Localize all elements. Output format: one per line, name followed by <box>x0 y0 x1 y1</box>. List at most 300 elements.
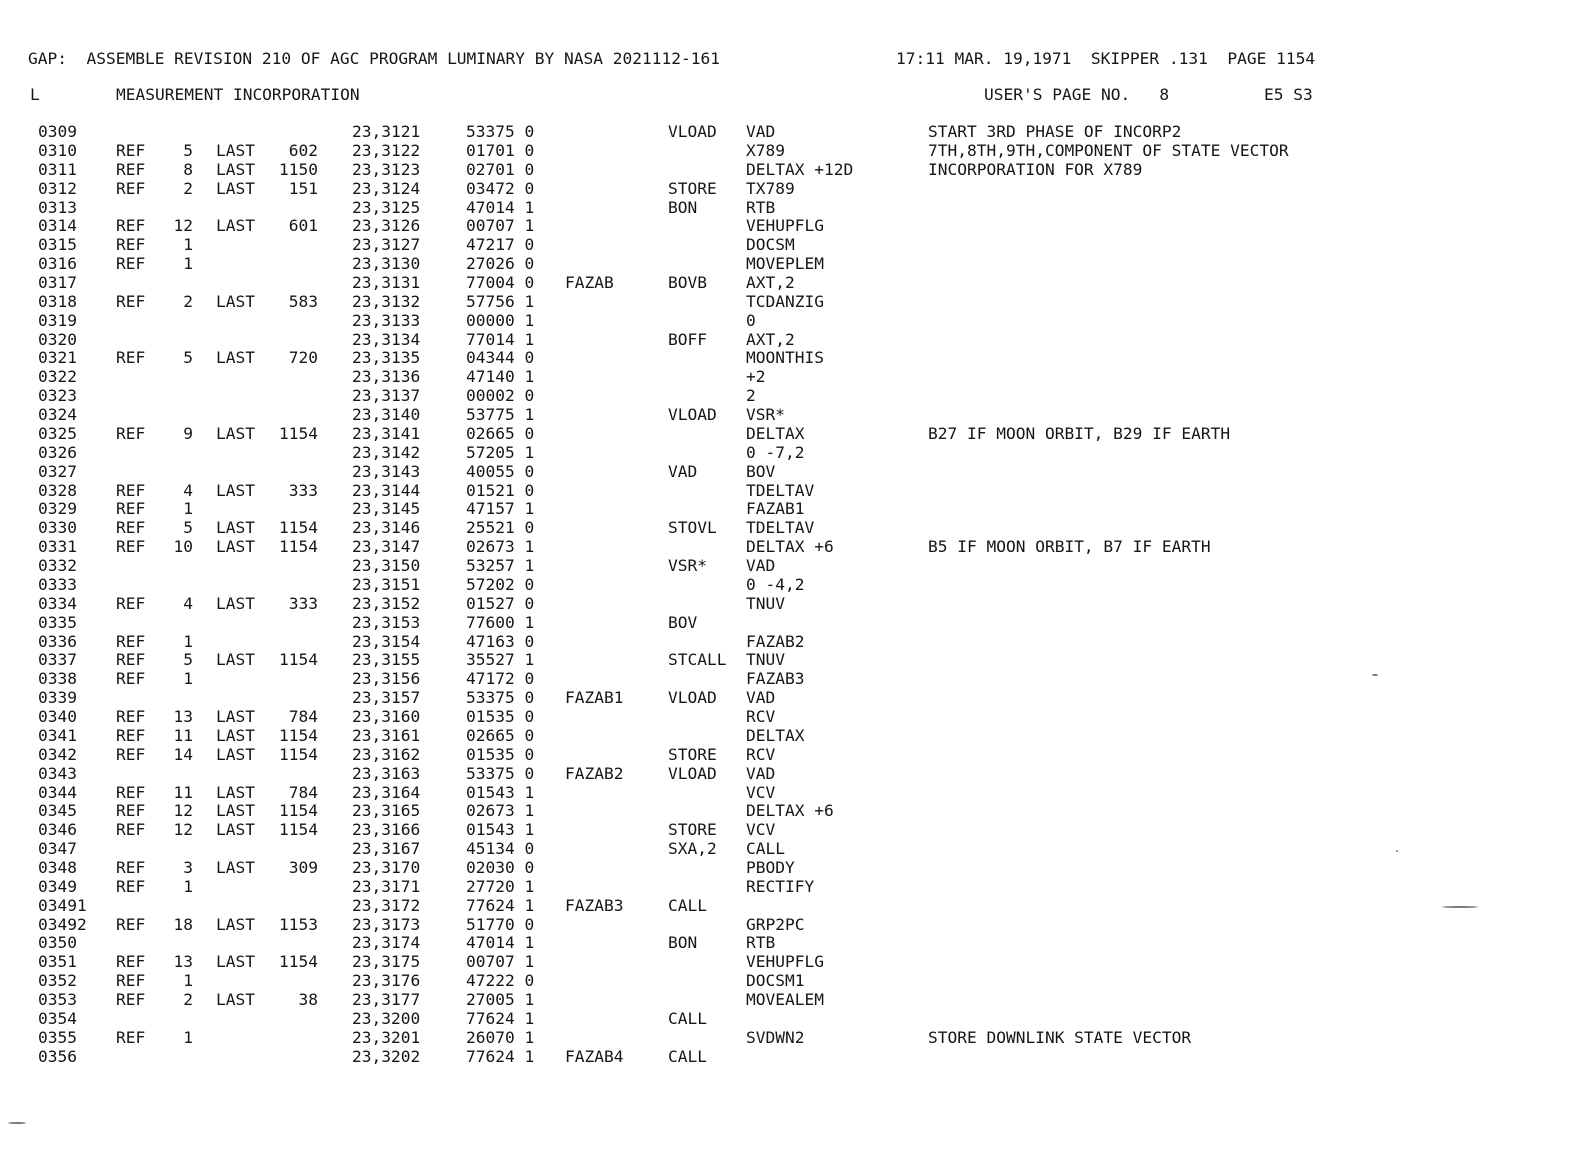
address: 23,3133 <box>352 310 421 330</box>
octal-word: 27026 0 <box>466 254 535 274</box>
last-keyword: LAST <box>216 725 255 745</box>
operand: VEHUPFLG <box>746 216 824 236</box>
listing-row <box>0 669 1582 688</box>
listing-row <box>0 443 1582 462</box>
address: 23,3175 <box>352 952 421 972</box>
address: 23,3140 <box>352 405 421 425</box>
octal-word: 53775 1 <box>466 405 535 425</box>
listing-row <box>0 877 1582 896</box>
listing-row <box>0 273 1582 292</box>
operand: TX789 <box>746 178 795 198</box>
listing-row <box>0 330 1582 349</box>
ref-count: 4 <box>183 593 193 613</box>
last-page: 583 <box>288 291 318 311</box>
octal-word: 01543 1 <box>466 782 535 802</box>
ref-count: 10 <box>173 537 193 557</box>
seq-number: 0349 <box>38 876 77 896</box>
seq-number: 0356 <box>38 1046 77 1066</box>
address: 23,3163 <box>352 763 421 783</box>
octal-word: 01535 0 <box>466 744 535 764</box>
octal-word: 77624 1 <box>466 1046 535 1066</box>
ref-keyword: REF <box>116 650 146 670</box>
octal-word: 02665 0 <box>466 725 535 745</box>
comment: 7TH,8TH,9TH,COMPONENT OF STATE VECTOR <box>928 140 1289 160</box>
operand: SVDWN2 <box>746 1027 805 1047</box>
octal-word: 53375 0 <box>466 688 535 708</box>
seq-number: 0321 <box>38 348 77 368</box>
opcode: VSR* <box>668 556 707 575</box>
listing-row <box>0 556 1582 575</box>
seq-number: 0315 <box>38 235 77 255</box>
ref-count: 5 <box>183 348 193 368</box>
ref-keyword: REF <box>116 593 146 613</box>
operand: FAZAB1 <box>746 499 805 519</box>
address: 23,3151 <box>352 574 421 594</box>
ref-count: 1 <box>183 499 193 519</box>
address: 23,3131 <box>352 273 421 292</box>
label: FAZAB1 <box>565 688 624 708</box>
seq-number: 0335 <box>38 612 77 632</box>
listing-row <box>0 971 1582 990</box>
last-keyword: LAST <box>216 707 255 726</box>
operand: RTB <box>746 933 776 953</box>
comment: B5 IF MOON ORBIT, B7 IF EARTH <box>928 537 1211 557</box>
seq-number: 0342 <box>38 744 77 764</box>
octal-word: 40055 0 <box>466 461 535 481</box>
operand: VAD <box>746 688 776 708</box>
ref-count: 13 <box>173 952 193 972</box>
listing-row <box>0 198 1582 217</box>
listing-row <box>0 122 1582 141</box>
operand: TNUV <box>746 593 785 613</box>
listing-row <box>0 613 1582 632</box>
listing-row <box>0 707 1582 726</box>
ref-count: 1 <box>183 669 193 689</box>
seq-number: 03492 <box>38 914 87 934</box>
seq-number: 0355 <box>38 1027 77 1047</box>
ref-keyword: REF <box>116 140 146 160</box>
seq-number: 0344 <box>38 782 77 802</box>
last-page: 1154 <box>279 801 318 821</box>
seq-number: 0310 <box>38 140 77 160</box>
scan-speck <box>1396 850 1398 852</box>
comment: STORE DOWNLINK STATE VECTOR <box>928 1027 1192 1047</box>
ref-count: 1 <box>183 235 193 255</box>
octal-word: 57756 1 <box>466 291 535 311</box>
last-page: 1150 <box>279 159 318 179</box>
octal-word: 47217 0 <box>466 235 535 255</box>
ref-keyword: REF <box>116 669 146 689</box>
address: 23,3126 <box>352 216 421 236</box>
address: 23,3164 <box>352 782 421 802</box>
octal-word: 01521 0 <box>466 480 535 500</box>
seq-number: 0336 <box>38 631 77 651</box>
listing-row <box>0 745 1582 764</box>
seq-number: 03491 <box>38 895 87 915</box>
last-keyword: LAST <box>216 820 255 840</box>
octal-word: 01535 0 <box>466 707 535 726</box>
octal-word: 25521 0 <box>466 518 535 538</box>
seq-number: 0318 <box>38 291 77 311</box>
ref-keyword: REF <box>116 631 146 651</box>
ref-count: 1 <box>183 1027 193 1047</box>
last-keyword: LAST <box>216 914 255 934</box>
address: 23,3174 <box>352 933 421 953</box>
last-keyword: LAST <box>216 537 255 557</box>
listing-row <box>0 575 1582 594</box>
address: 23,3161 <box>352 725 421 745</box>
ref-count: 1 <box>183 876 193 896</box>
operand: FAZAB2 <box>746 631 805 651</box>
last-page: 1154 <box>279 820 318 840</box>
operand: RECTIFY <box>746 876 815 896</box>
octal-word: 00707 1 <box>466 952 535 972</box>
octal-word: 01701 0 <box>466 140 535 160</box>
operand: TDELTAV <box>746 480 815 500</box>
ref-keyword: REF <box>116 254 146 274</box>
comment: B27 IF MOON ORBIT, B29 IF EARTH <box>928 423 1231 443</box>
opcode: BOFF <box>668 329 707 349</box>
operand: DELTAX +6 <box>746 537 834 557</box>
ref-count: 9 <box>183 423 193 443</box>
ref-count: 1 <box>183 631 193 651</box>
ref-keyword: REF <box>116 235 146 255</box>
operand: TCDANZIG <box>746 291 824 311</box>
listing-row <box>0 858 1582 877</box>
seq-number: 0343 <box>38 763 77 783</box>
operand: DOCSM1 <box>746 971 805 991</box>
listing-row <box>0 367 1582 386</box>
operand: VSR* <box>746 405 785 425</box>
seq-number: 0319 <box>38 310 77 330</box>
ref-keyword: REF <box>116 707 146 726</box>
octal-word: 02673 1 <box>466 537 535 557</box>
opcode: BOVB <box>668 273 707 292</box>
octal-word: 26070 1 <box>466 1027 535 1047</box>
seq-number: 0329 <box>38 499 77 519</box>
address: 23,3136 <box>352 367 421 387</box>
seq-number: 0309 <box>38 122 77 141</box>
octal-word: 47140 1 <box>466 367 535 387</box>
address: 23,3162 <box>352 744 421 764</box>
address: 23,3177 <box>352 990 421 1009</box>
address: 23,3122 <box>352 140 421 160</box>
address: 23,3173 <box>352 914 421 934</box>
last-keyword: LAST <box>216 348 255 368</box>
address: 23,3127 <box>352 235 421 255</box>
address: 23,3130 <box>352 254 421 274</box>
octal-word: 27720 1 <box>466 876 535 896</box>
address: 23,3142 <box>352 442 421 462</box>
ref-keyword: REF <box>116 744 146 764</box>
label: FAZAB2 <box>565 763 624 783</box>
ref-keyword: REF <box>116 1027 146 1047</box>
ref-count: 2 <box>183 291 193 311</box>
last-page: 1154 <box>279 952 318 972</box>
listing-row <box>0 405 1582 424</box>
ref-count: 1 <box>183 254 193 274</box>
ref-keyword: REF <box>116 725 146 745</box>
octal-word: 02673 1 <box>466 801 535 821</box>
address: 23,3152 <box>352 593 421 613</box>
opcode: CALL <box>668 895 707 915</box>
listing-row <box>0 386 1582 405</box>
last-keyword: LAST <box>216 178 255 198</box>
opcode: BON <box>668 197 698 217</box>
operand: PBODY <box>746 857 795 877</box>
octal-word: 02665 0 <box>466 423 535 443</box>
ref-keyword: REF <box>116 480 146 500</box>
address: 23,3156 <box>352 669 421 689</box>
seq-number: 0313 <box>38 197 77 217</box>
ref-keyword: REF <box>116 518 146 538</box>
listing-row <box>0 650 1582 669</box>
seq-number: 0348 <box>38 857 77 877</box>
address: 23,3143 <box>352 461 421 481</box>
header-timestamp-page: 17:11 MAR. 19,1971 SKIPPER .131 PAGE 1154 <box>896 49 1316 68</box>
address: 23,3165 <box>352 801 421 821</box>
operand: TDELTAV <box>746 518 815 538</box>
address: 23,3155 <box>352 650 421 670</box>
listing-row <box>0 990 1582 1009</box>
last-keyword: LAST <box>216 801 255 821</box>
scan-speck <box>8 1122 26 1124</box>
opcode: VLOAD <box>668 122 717 141</box>
seq-number: 0312 <box>38 178 77 198</box>
ref-keyword: REF <box>116 178 146 198</box>
last-page: 720 <box>288 348 318 368</box>
seq-number: 0311 <box>38 159 77 179</box>
opcode: VLOAD <box>668 405 717 425</box>
last-page: 1154 <box>279 423 318 443</box>
seq-number: 0347 <box>38 839 77 859</box>
operand: GRP2PC <box>746 914 805 934</box>
operand: MOONTHIS <box>746 348 824 368</box>
listing-row <box>0 424 1582 443</box>
seq-number: 0324 <box>38 405 77 425</box>
listing-row <box>0 292 1582 311</box>
ref-keyword: REF <box>116 782 146 802</box>
last-keyword: LAST <box>216 216 255 236</box>
octal-word: 00000 1 <box>466 310 535 330</box>
address: 23,3141 <box>352 423 421 443</box>
address: 23,3154 <box>352 631 421 651</box>
address: 23,3132 <box>352 291 421 311</box>
operand: VCV <box>746 782 776 802</box>
scan-speck <box>1372 674 1378 676</box>
seq-number: 0352 <box>38 971 77 991</box>
last-page: 1154 <box>279 744 318 764</box>
last-keyword: LAST <box>216 990 255 1009</box>
last-page: 601 <box>288 216 318 236</box>
octal-word: 53375 0 <box>466 763 535 783</box>
last-keyword: LAST <box>216 593 255 613</box>
seq-number: 0334 <box>38 593 77 613</box>
seq-number: 0351 <box>38 952 77 972</box>
octal-word: 02030 0 <box>466 857 535 877</box>
ref-keyword: REF <box>116 914 146 934</box>
opcode: STORE <box>668 178 717 198</box>
address: 23,3124 <box>352 178 421 198</box>
operand: VCV <box>746 820 776 840</box>
octal-word: 53375 0 <box>466 122 535 141</box>
listing-row <box>0 179 1582 198</box>
listing-row <box>0 594 1582 613</box>
address: 23,3172 <box>352 895 421 915</box>
seq-number: 0337 <box>38 650 77 670</box>
octal-word: 77624 1 <box>466 895 535 915</box>
last-page: 784 <box>288 782 318 802</box>
address: 23,3147 <box>352 537 421 557</box>
seq-number: 0316 <box>38 254 77 274</box>
listing-row <box>0 1028 1582 1047</box>
ref-keyword: REF <box>116 423 146 443</box>
last-page: 38 <box>298 990 318 1009</box>
listing-row <box>0 632 1582 651</box>
last-page: 784 <box>288 707 318 726</box>
seq-number: 0353 <box>38 990 77 1009</box>
seq-number: 0332 <box>38 556 77 575</box>
last-keyword: LAST <box>216 782 255 802</box>
octal-word: 77014 1 <box>466 329 535 349</box>
ref-count: 5 <box>183 518 193 538</box>
operand: DELTAX <box>746 423 805 443</box>
operand: VAD <box>746 122 776 141</box>
octal-word: 03472 0 <box>466 178 535 198</box>
ref-keyword: REF <box>116 216 146 236</box>
comment: START 3RD PHASE OF INCORP2 <box>928 122 1182 141</box>
ref-keyword: REF <box>116 537 146 557</box>
opcode: VAD <box>668 461 698 481</box>
octal-word: 04344 0 <box>466 348 535 368</box>
address: 23,3166 <box>352 820 421 840</box>
listing-row <box>0 235 1582 254</box>
header-title: GAP: ASSEMBLE REVISION 210 OF AGC PROGRAM LUMINARY BY NASA 2021112-161 <box>28 49 720 68</box>
opcode: STORE <box>668 744 717 764</box>
last-keyword: LAST <box>216 952 255 972</box>
address: 23,3157 <box>352 688 421 708</box>
last-page: 1153 <box>279 914 318 934</box>
address: 23,3137 <box>352 386 421 406</box>
operand: DELTAX +6 <box>746 801 834 821</box>
seq-number: 0314 <box>38 216 77 236</box>
address: 23,3201 <box>352 1027 421 1047</box>
header-mark: L <box>30 85 40 104</box>
octal-word: 00002 0 <box>466 386 535 406</box>
ref-count: 4 <box>183 480 193 500</box>
last-keyword: LAST <box>216 480 255 500</box>
ref-count: 14 <box>173 744 193 764</box>
operand: RCV <box>746 707 776 726</box>
comment: INCORPORATION FOR X789 <box>928 159 1143 179</box>
operand: FAZAB3 <box>746 669 805 689</box>
listing-row <box>0 141 1582 160</box>
operand: CALL <box>746 839 785 859</box>
operand: TNUV <box>746 650 785 670</box>
opcode: CALL <box>668 1046 707 1066</box>
listing-row <box>0 311 1582 330</box>
octal-word: 47014 1 <box>466 197 535 217</box>
ref-count: 11 <box>173 782 193 802</box>
listing-row <box>0 1047 1582 1066</box>
ref-count: 5 <box>183 650 193 670</box>
listing-row <box>0 216 1582 235</box>
octal-word: 47163 0 <box>466 631 535 651</box>
ref-count: 12 <box>173 801 193 821</box>
octal-word: 00707 1 <box>466 216 535 236</box>
ref-keyword: REF <box>116 291 146 311</box>
opcode: STCALL <box>668 650 727 670</box>
ref-keyword: REF <box>116 159 146 179</box>
last-keyword: LAST <box>216 650 255 670</box>
ref-keyword: REF <box>116 876 146 896</box>
operand: DOCSM <box>746 235 795 255</box>
listing-row <box>0 1009 1582 1028</box>
operand: MOVEPLEM <box>746 254 824 274</box>
ref-count: 8 <box>183 159 193 179</box>
address: 23,3135 <box>352 348 421 368</box>
operand: RCV <box>746 744 776 764</box>
octal-word: 77600 1 <box>466 612 535 632</box>
listing-row <box>0 499 1582 518</box>
listing-row <box>0 537 1582 556</box>
address: 23,3170 <box>352 857 421 877</box>
last-page: 333 <box>288 593 318 613</box>
listing-row <box>0 254 1582 273</box>
opcode: SXA,2 <box>668 839 717 859</box>
listing-row <box>0 952 1582 971</box>
operand: 0 -7,2 <box>746 442 805 462</box>
ref-keyword: REF <box>116 971 146 991</box>
listing-row <box>0 462 1582 481</box>
seq-number: 0323 <box>38 386 77 406</box>
operand: 2 <box>746 386 756 406</box>
last-page: 309 <box>288 857 318 877</box>
listing-row <box>0 820 1582 839</box>
address: 23,3125 <box>352 197 421 217</box>
address: 23,3134 <box>352 329 421 349</box>
listing-row <box>0 726 1582 745</box>
seq-number: 0326 <box>38 442 77 462</box>
octal-word: 01527 0 <box>466 593 535 613</box>
seq-number: 0325 <box>38 423 77 443</box>
last-keyword: LAST <box>216 423 255 443</box>
ref-keyword: REF <box>116 348 146 368</box>
operand: 0 -4,2 <box>746 574 805 594</box>
last-page: 1154 <box>279 518 318 538</box>
opcode: CALL <box>668 1008 707 1028</box>
seq-number: 0322 <box>38 367 77 387</box>
address: 23,3150 <box>352 556 421 575</box>
operand: AXT,2 <box>746 329 795 349</box>
address: 23,3202 <box>352 1046 421 1066</box>
listing-row <box>0 481 1582 500</box>
seq-number: 0341 <box>38 725 77 745</box>
opcode: VLOAD <box>668 688 717 708</box>
octal-word: 57202 0 <box>466 574 535 594</box>
section-title: MEASUREMENT INCORPORATION <box>116 85 360 104</box>
address: 23,3176 <box>352 971 421 991</box>
operand: BOV <box>746 461 776 481</box>
label: FAZAB3 <box>565 895 624 915</box>
page-code: E5 S3 <box>1264 85 1313 104</box>
octal-word: 77004 0 <box>466 273 535 292</box>
octal-word: 47014 1 <box>466 933 535 953</box>
last-page: 333 <box>288 480 318 500</box>
octal-word: 51770 0 <box>466 914 535 934</box>
seq-number: 0333 <box>38 574 77 594</box>
last-keyword: LAST <box>216 291 255 311</box>
